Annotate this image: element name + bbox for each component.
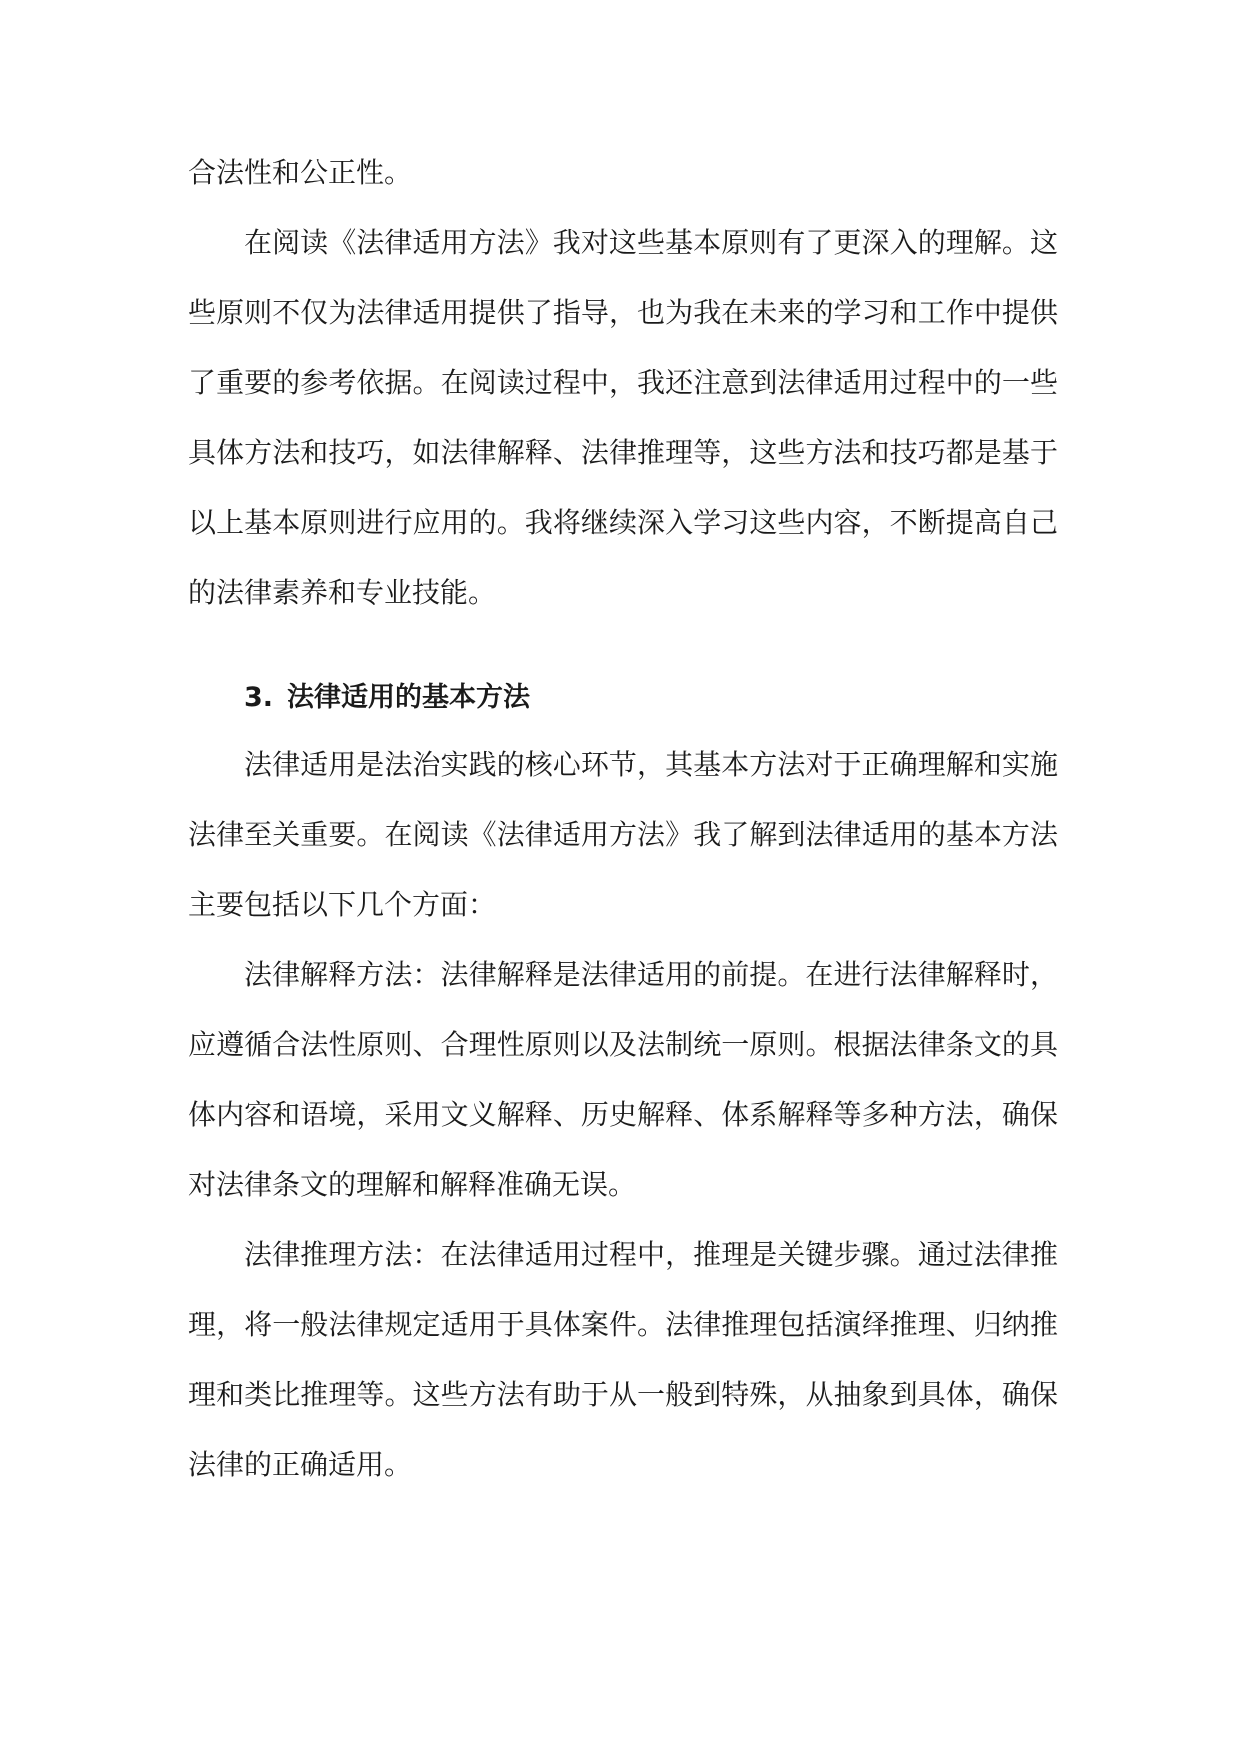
- section-title: 法律适用的基本方法: [287, 682, 531, 713]
- paragraph-legal-interpretation: 法律解释方法：法律解释是法律适用的前提。在进行法律解释时，应遵循合法性原则、合理性原则以及法制统一原则。根据法律条文的具体内容和语境，采用文义解释、历史解释、体系解释等多种方法，确保对法律条文的理解和解释准确无误。: [188, 958, 1058, 1201]
- paragraph-legal-reasoning: 法律推理方法：在法律适用过程中，推理是关键步骤。通过法律推理，将一般法律规定适用于具体案件。法律推理包括演绎推理、归纳推理和类比推理等。这些方法有助于从一般到特殊，从抽象到具体，确保法律的正确适用。: [188, 1238, 1058, 1481]
- section-number: 3.: [244, 682, 274, 713]
- paragraph-intro: 法律适用是法治实践的核心环节，其基本方法对于正确理解和实施法律至关重要。在阅读《法律适用方法》我了解到法律适用的基本方法主要包括以下几个方面：: [188, 748, 1058, 921]
- paragraph-reading-reflection: 在阅读《法律适用方法》我对这些基本原则有了更深入的理解。这些原则不仅为法律适用提供了指导，也为我在未来的学习和工作中提供了重要的参考依据。在阅读过程中，我还注意到法律适用过程中的一些具体方法和技巧，如法律解释、法律推理等，这些方法和技巧都是基于以上基本原则进行应用的。我将继续深入学习这些内容，不断提高自己的法律素养和专业技能。: [188, 226, 1058, 609]
- section-heading: [188, 666, 1058, 730]
- paragraph-continuation: 合法性和公正性。: [188, 156, 413, 189]
- document-body: [188, 138, 1058, 1500]
- section-spacer: [188, 628, 1058, 666]
